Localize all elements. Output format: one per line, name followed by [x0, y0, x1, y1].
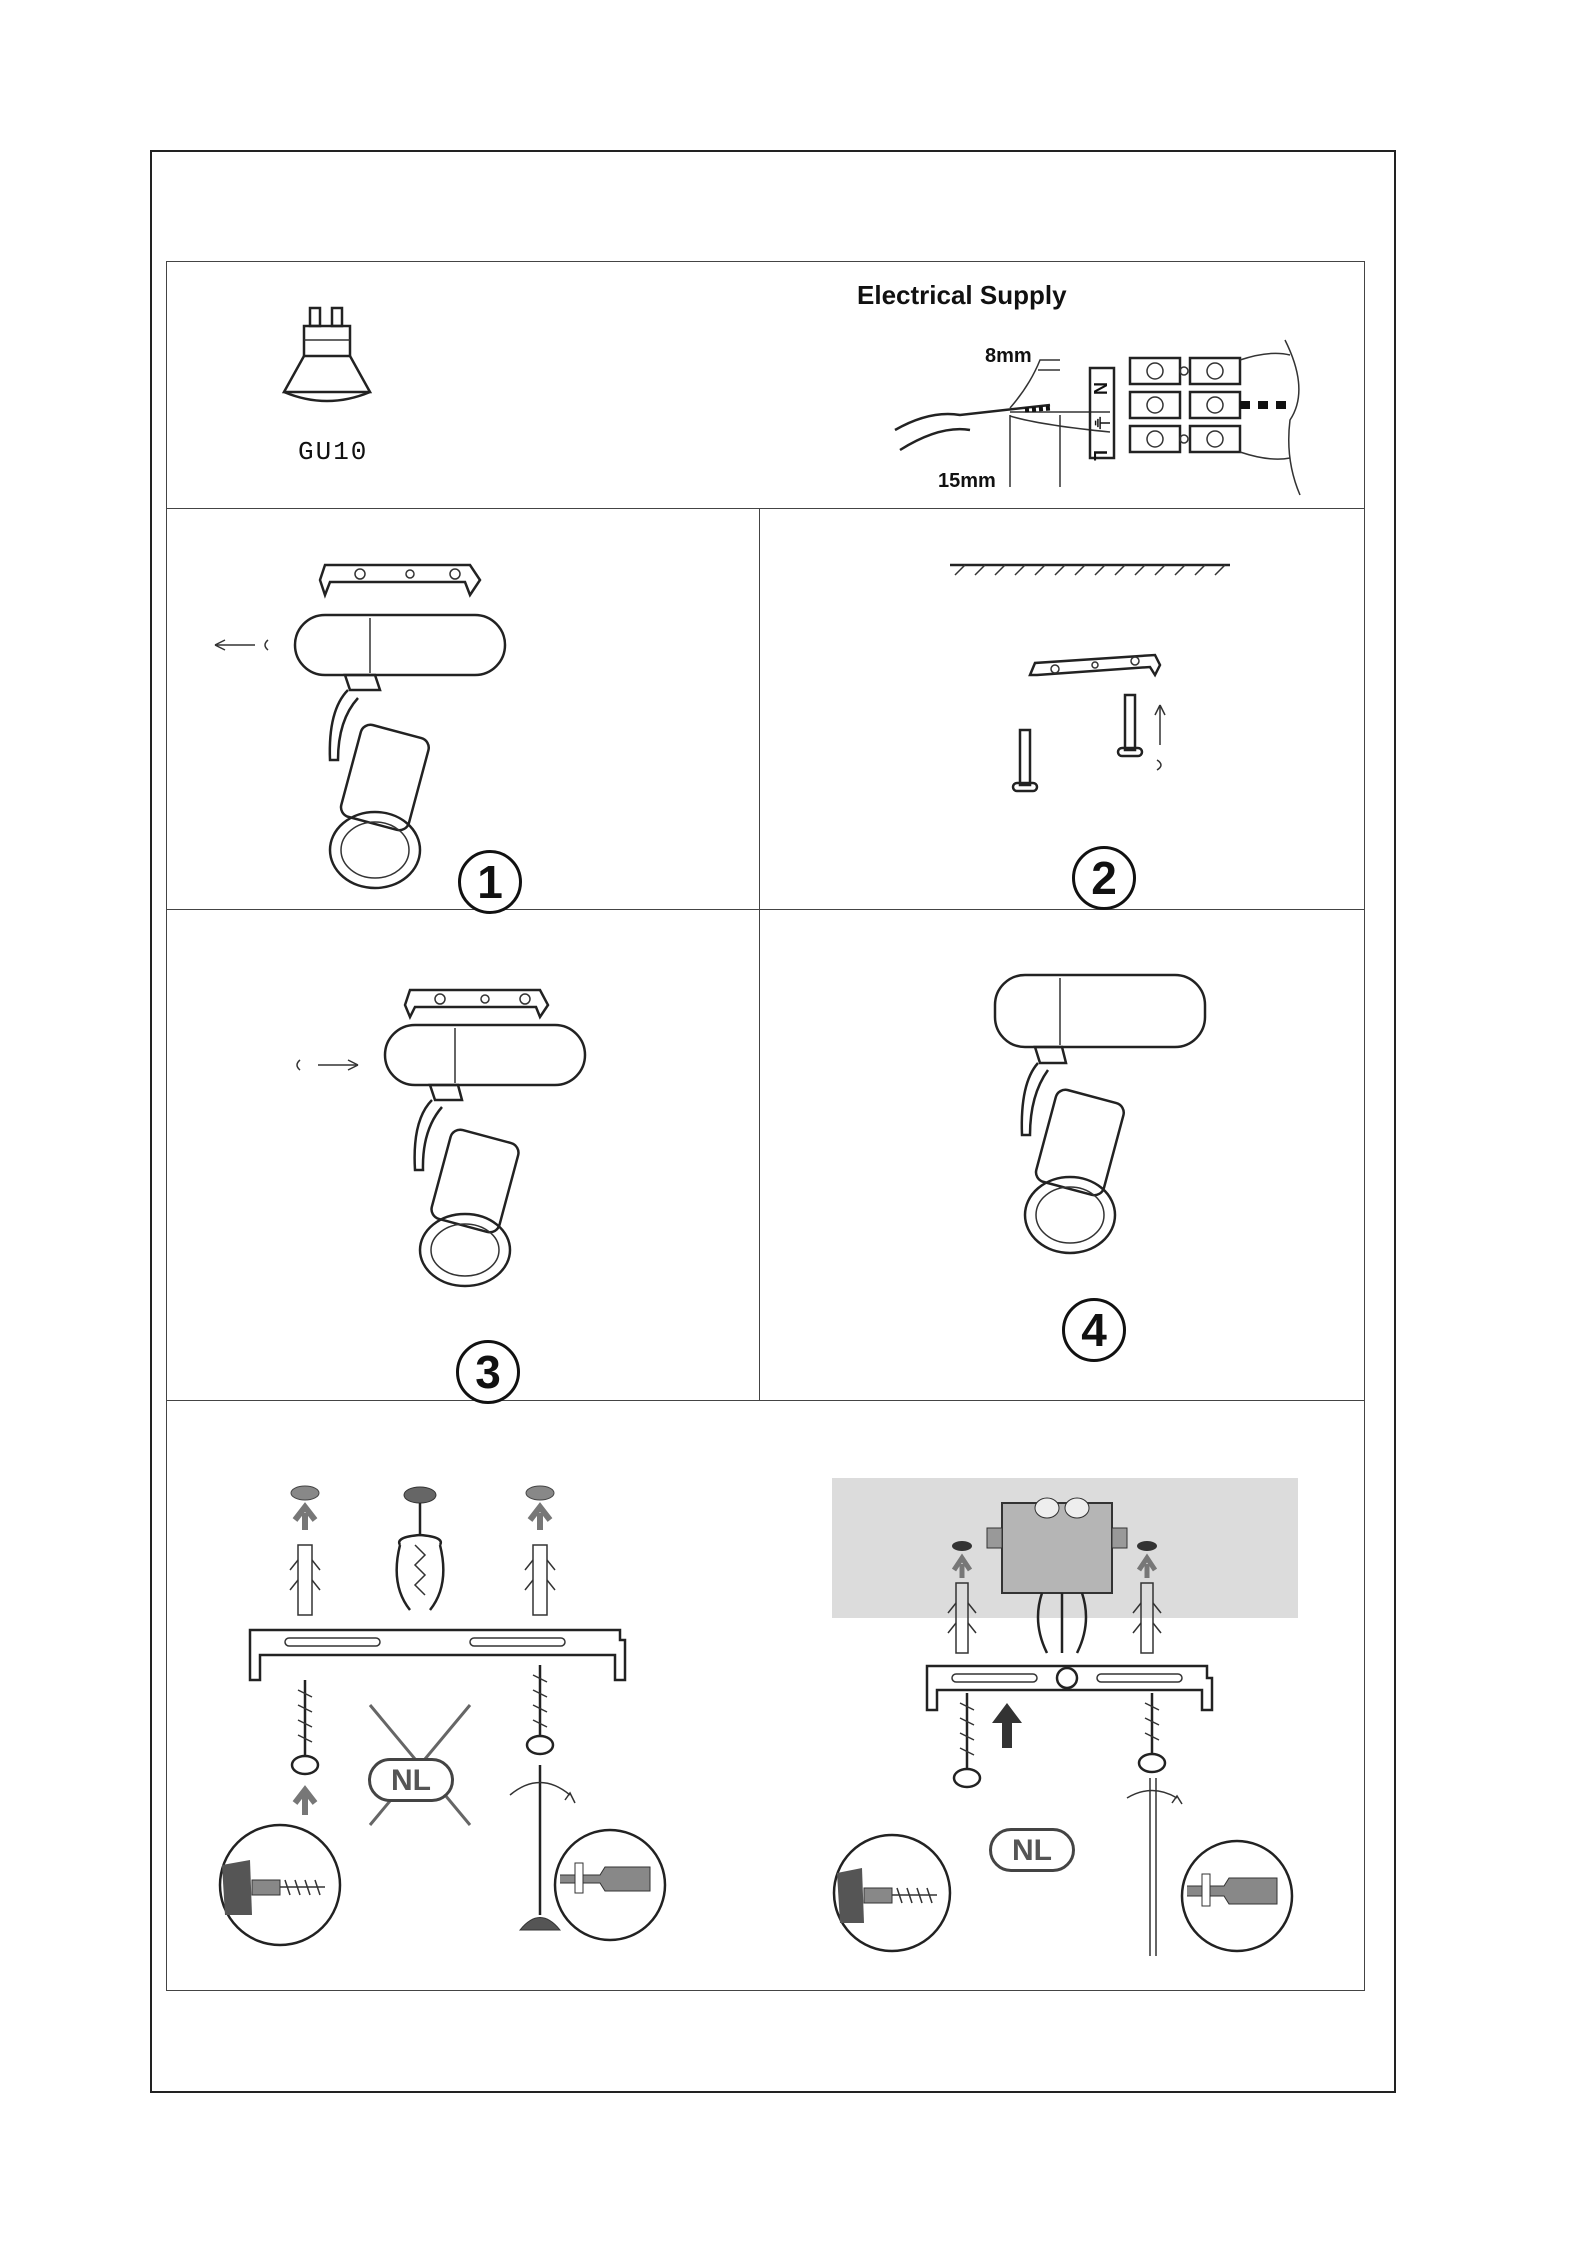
step-3-illustration [290, 985, 610, 1285]
step-4-number: 4 [1062, 1298, 1126, 1362]
lamp-type-label: GU10 [298, 437, 369, 467]
mounting-diagram-right [832, 1478, 1302, 1958]
strip-length-label: 8mm [985, 345, 1032, 367]
step-2-illustration [945, 555, 1245, 815]
step-3-number: 3 [456, 1340, 520, 1404]
terminal-label-earth: ⏚ [1091, 414, 1111, 432]
nl-badge-crossed: NL [368, 1758, 454, 1802]
terminal-label-l: L [1090, 450, 1110, 461]
step-4-illustration [990, 965, 1230, 1255]
divider [166, 1400, 1365, 1401]
divider [166, 508, 1365, 509]
step-2-number: 2 [1072, 846, 1136, 910]
terminal-label-n: N [1090, 382, 1110, 395]
gu10-bulb-icon [270, 300, 390, 430]
divider [759, 508, 760, 1400]
mounting-diagram-left [220, 1475, 690, 1955]
step-1-number: 1 [458, 850, 522, 914]
sheath-length-label: 15mm [938, 470, 996, 492]
nl-badge: NL [989, 1828, 1075, 1872]
step-1-illustration [210, 560, 530, 890]
divider [166, 909, 1365, 910]
electrical-supply-title: Electrical Supply [857, 280, 1067, 310]
